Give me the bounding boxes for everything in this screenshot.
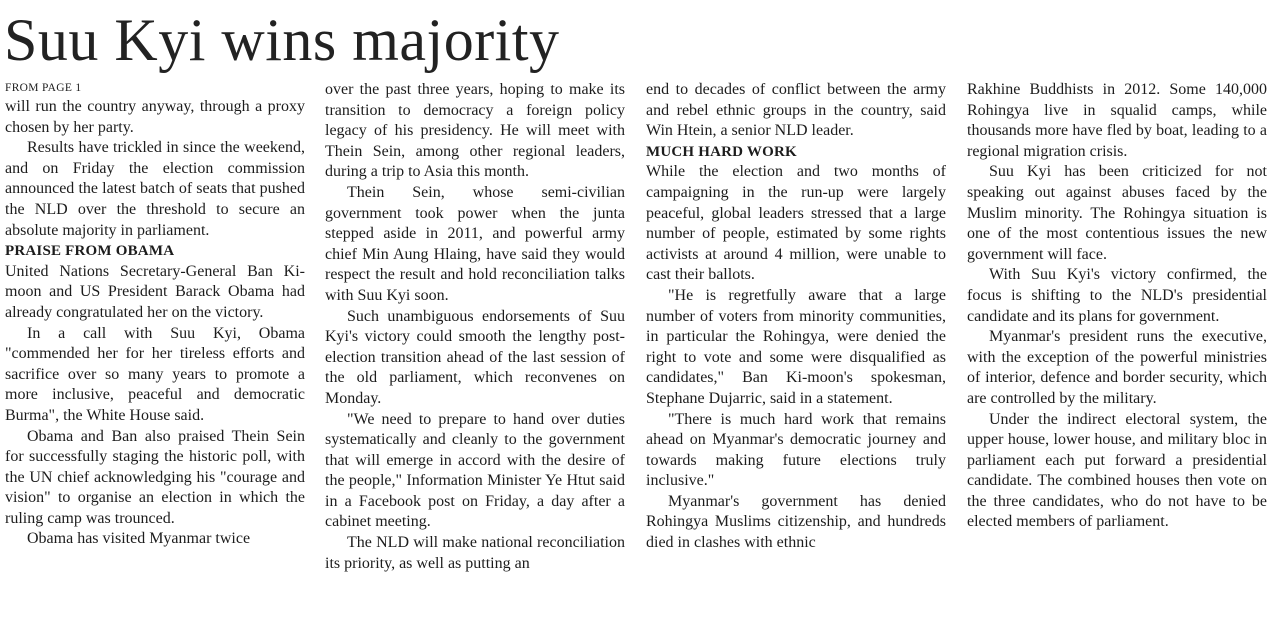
article-column-2 — [325, 80, 625, 637]
subheading-much-hard-work: MUCH HARD WORK — [646, 143, 797, 160]
paragraph: "We need to prepare to hand over duties systematically and cleanly to the government that will emerge in accord with the desire of the people," Information Minister Ye Htut said in a Facebook post on Friday, a day after a cabinet meeting. — [325, 410, 625, 531]
paragraph: Thein Sein, whose semi-civilian government took power when the junta stepped aside in 2011, and powerful army chief Min Aung Hlaing, have said they would respect the result and hold reconciliation talks with Suu Kyi soon. — [325, 183, 625, 304]
paragraph: over the past three years, hoping to make its transition to democracy a foreign policy legacy of his presidency. He will meet with Thein Sein, among other regional leaders, during a trip to Asia this month. — [325, 81, 625, 181]
paragraph: With Suu Kyi's victory confirmed, the focus is shifting to the NLD's presidential candidate and its plans for government. — [967, 266, 1267, 325]
paragraph: Rakhine Buddhists in 2012. Some 140,000 Rohingya live in squalid camps, while thousands more have fled by boat, leading to a regional migration crisis. — [967, 81, 1267, 160]
subheading-praise-from-obama: PRAISE FROM OBAMA — [5, 243, 175, 260]
paragraph: Obama and Ban also praised Thein Sein for successfully staging the historic poll, with the UN chief acknowledging his "courage and vision" to organise an election in which the ruling camp was trounced. — [5, 427, 305, 527]
continued-from-label: FROM PAGE 1 — [5, 82, 82, 94]
paragraph: In a call with Suu Kyi, Obama "commended her for her tireless efforts and sacrifice over so many years to promote a more inclusive, peaceful and democratic Burma", the White House said. — [5, 324, 305, 424]
paragraph: Myanmar's government has denied Rohingya Muslims citizenship, and hundreds died in clashes with ethnic — [646, 492, 946, 552]
article-column-1 — [5, 80, 305, 637]
paragraph: Suu Kyi has been criticized for not speaking out against abuses faced by the Muslim minority. The Rohingya situation is one of the most contentious issues the new government will face. — [967, 163, 1267, 263]
paragraph: Under the indirect electoral system, the upper house, lower house, and military bloc in parliament each put forward a presidential candidate. The combined houses then vote on the three candidates, who do not have to be elected members of parliament. — [967, 410, 1267, 531]
paragraph: Results have trickled in since the weekend, and on Friday the election commission announced the latest batch of seats that pushed the NLD over the threshold to secure an absolute majority in parliament. — [5, 139, 305, 239]
paragraph: Obama has visited Myanmar twice — [27, 530, 251, 548]
article-column-4 — [967, 80, 1267, 637]
paragraph: "There is much hard work that remains ahead on Myanmar's democratic journey and towards making future elections truly inclusive." — [646, 410, 946, 490]
paragraph: The NLD will make national reconciliation its priority, as well as putting an — [325, 534, 625, 572]
paragraph: Such unambiguous endorsements of Suu Kyi's victory could smooth the lengthy post-election transition ahead of the last session of the old parliament, which reconvenes on Monday. — [325, 307, 625, 407]
paragraph: will run the country anyway, through a proxy chosen by her party. — [5, 98, 305, 136]
paragraph: While the election and two months of campaigning in the run-up were largely peaceful, global leaders stressed that a large number of people, estimated by some rights activists at around 4 million, were unable to cast their ballots. — [646, 163, 946, 284]
paragraph: United Nations Secretary-General Ban Ki-moon and US President Barack Obama had already congratulated her on the victory. — [5, 262, 305, 321]
paragraph: end to decades of conflict between the army and rebel ethnic groups in the country, said Win Htein, a senior NLD leader. — [646, 81, 946, 140]
headline: Suu Kyi wins majority — [4, 7, 560, 73]
paragraph: Myanmar's president runs the executive, with the exception of the powerful ministries of interior, defence and border security, which are controlled by the military. — [967, 328, 1267, 407]
paragraph: "He is regretfully aware that a large number of voters from minority communities, in particular the Rohingya, were denied the right to vote and some were disqualified as candidates," Ban Ki-moon's spokesman, Stephane Dujarric, said in a statement. — [646, 286, 946, 407]
article-column-3 — [646, 80, 946, 637]
